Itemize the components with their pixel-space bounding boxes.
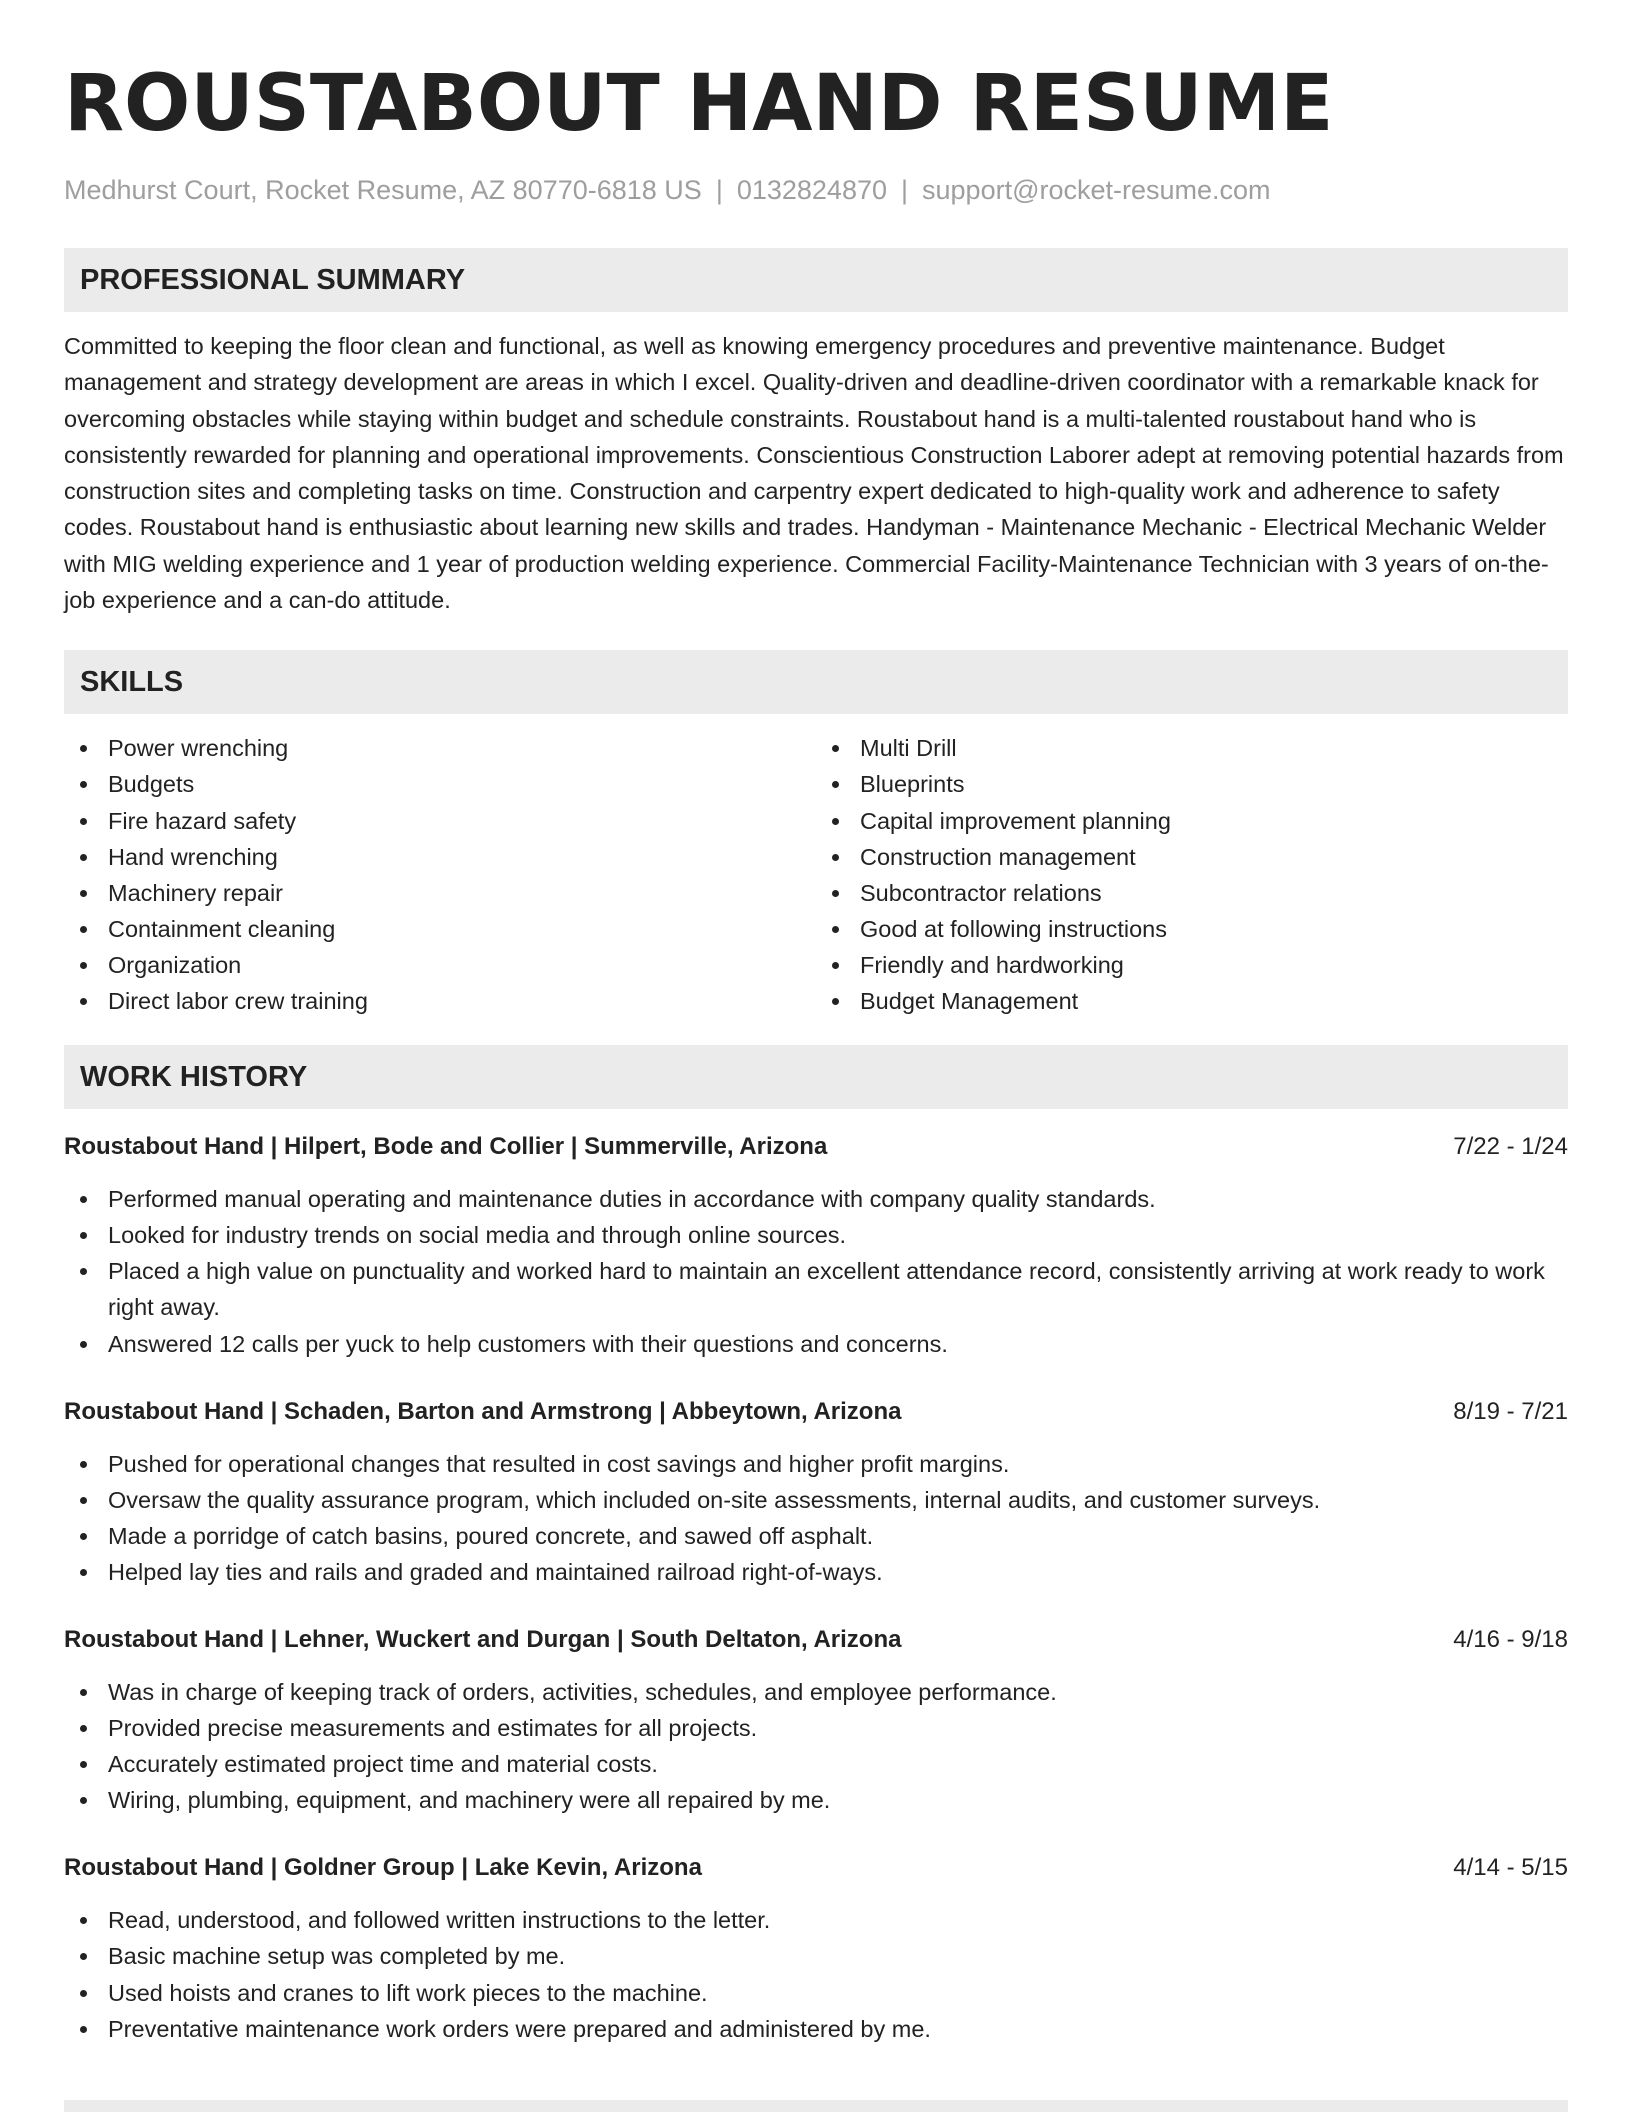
duty-item: Placed a high value on punctuality and worked hard to maintain an excellent attendance record, consistently arriving at work ready to work right away. — [64, 1253, 1568, 1325]
job-header — [64, 1850, 1568, 1886]
skill-item: Hand wrenching — [64, 839, 816, 875]
duty-item: Performed manual operating and maintenance duties in accordance with company quality standards. — [64, 1181, 1568, 1217]
job-duties — [64, 1181, 1568, 1361]
skill-item: Subcontractor relations — [816, 875, 1568, 911]
duty-item: Read, understood, and followed written instructions to the letter. — [64, 1902, 1568, 1938]
job-dates: 7/22 - 1/24 — [1453, 1133, 1568, 1161]
duty-item: Wiring, plumbing, equipment, and machinery were all repaired by me. — [64, 1782, 1568, 1818]
duty-item: Oversaw the quality assurance program, which included on-site assessments, internal audits, and customer surveys. — [64, 1482, 1568, 1518]
job-dates: 8/19 - 7/21 — [1453, 1397, 1568, 1425]
skill-item: Budgets — [64, 766, 816, 802]
duty-item: Accurately estimated project time and material costs. — [64, 1746, 1568, 1782]
job-entry — [64, 1394, 1568, 1590]
job-entry — [64, 1850, 1568, 2046]
duty-item: Provided precise measurements and estimates for all projects. — [64, 1710, 1568, 1746]
summary-text: Committed to keeping the floor clean and functional, as well as knowing emergency procedures and preventive maintenance. Budget management and strategy development are areas in which I excel. Quality-driven and deadline-driven coordinator with a remarkable knack for overcoming obstacles while staying within budget and schedule constraints. Roustabout hand is a multi-talented roustabout hand who is consistently rewarded for planning and operational improvements. Conscientious Construction Laborer adept at removing potential hazards from construction sites and completing tasks on time. Construction and carpentry expert dedicated to high-quality work and adherence to safety codes. Roustabout hand is enthusiastic about learning new skills and trades. Handyman - Maintenance Mechanic - Electrical Mechanic Welder with MIG welding experience and 1 year of production welding experience. Commercial Facility-Maintenance Technician with 3 years of on-the-job experience and a can-do attitude. — [64, 333, 1564, 614]
contact-line — [64, 172, 1568, 208]
job-duties — [64, 1902, 1568, 2046]
skill-item: Fire hazard safety — [64, 803, 816, 839]
job-duties — [64, 1446, 1568, 1590]
duty-item: Answered 12 calls per yuck to help customers with their questions and concerns. — [64, 1326, 1568, 1362]
skill-item: Machinery repair — [64, 875, 816, 911]
skill-item: Direct labor crew training — [64, 983, 816, 1019]
job-entry — [64, 1622, 1568, 1818]
skill-item: Power wrenching — [64, 730, 816, 766]
duty-item: Preventative maintenance work orders were prepared and administered by me. — [64, 2011, 1568, 2047]
skill-item: Organization — [64, 947, 816, 983]
job-header — [64, 1622, 1568, 1658]
skill-item: Capital improvement planning — [816, 803, 1568, 839]
job-title: Roustabout Hand | Hilpert, Bode and Collier | Summerville, Arizona — [64, 1133, 828, 1161]
skill-item: Containment cleaning — [64, 911, 816, 947]
job-title: Roustabout Hand | Schaden, Barton and Armstrong | Abbeytown, Arizona — [64, 1397, 902, 1425]
contact-phone: 0132824870 — [736, 175, 887, 205]
skill-item: Budget Management — [816, 983, 1568, 1019]
duty-item: Was in charge of keeping track of orders, activities, schedules, and employee performance. — [64, 1674, 1568, 1710]
contact-separator: | — [901, 175, 909, 205]
duty-item: Basic machine setup was completed by me. — [64, 1938, 1568, 1974]
skills-list — [64, 730, 1568, 1019]
job-header — [64, 1129, 1568, 1165]
job-dates: 4/16 - 9/18 — [1453, 1625, 1568, 1653]
next-section-heading-edge — [64, 2100, 1568, 2112]
skill-item: Multi Drill — [816, 730, 1568, 766]
skill-item: Blueprints — [816, 766, 1568, 802]
skills-column-right — [816, 730, 1568, 1019]
job-title: Roustabout Hand | Lehner, Wuckert and Durgan | South Deltaton, Arizona — [64, 1625, 902, 1653]
resume-title: ROUSTABOUT HAND RESUME — [64, 59, 1334, 149]
section-heading-work-history: WORK HISTORY — [64, 1045, 1568, 1109]
job-duties — [64, 1674, 1568, 1818]
duty-item: Pushed for operational changes that resulted in cost savings and higher profit margins. — [64, 1446, 1568, 1482]
section-heading-summary: PROFESSIONAL SUMMARY — [64, 248, 1568, 312]
skills-column-left — [64, 730, 816, 1019]
duty-item: Helped lay ties and rails and graded and maintained railroad right-of-ways. — [64, 1554, 1568, 1590]
section-heading-skills: SKILLS — [64, 650, 1568, 714]
contact-email: support@rocket-resume.com — [922, 175, 1271, 205]
contact-address: Medhurst Court, Rocket Resume, AZ 80770-6818 US — [64, 175, 702, 205]
job-title: Roustabout Hand | Goldner Group | Lake Kevin, Arizona — [64, 1854, 702, 1882]
contact-separator: | — [715, 175, 723, 205]
duty-item: Looked for industry trends on social media and through online sources. — [64, 1217, 1568, 1253]
duty-item: Made a porridge of catch basins, poured concrete, and sawed off asphalt. — [64, 1518, 1568, 1554]
skill-item: Friendly and hardworking — [816, 947, 1568, 983]
job-header — [64, 1394, 1568, 1430]
job-entry — [64, 1129, 1568, 1361]
skill-item: Good at following instructions — [816, 911, 1568, 947]
skill-item: Construction management — [816, 839, 1568, 875]
job-dates: 4/14 - 5/15 — [1453, 1854, 1568, 1882]
duty-item: Used hoists and cranes to lift work pieces to the machine. — [64, 1975, 1568, 2011]
